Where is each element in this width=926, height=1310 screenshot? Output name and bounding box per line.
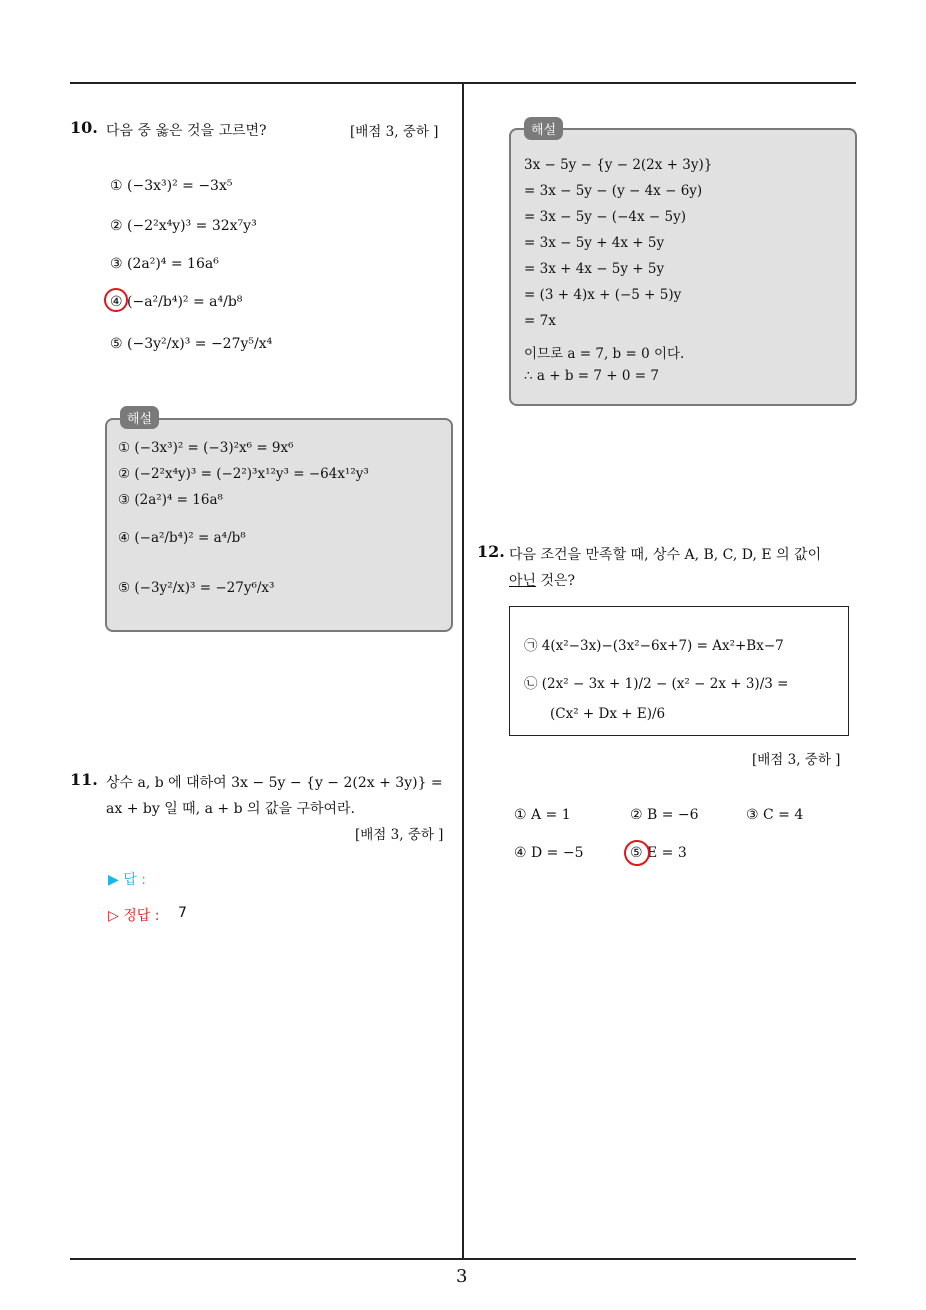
q10-meta: [배점 3, 중하 ] bbox=[350, 124, 439, 140]
q10-solution-line-4: ④ (−a²/b⁴)² = a⁴/b⁸ bbox=[118, 530, 246, 546]
q12-number: 12. bbox=[477, 542, 505, 561]
q11-solution-line-6: = (3 + 4)x + (−5 + 5)y bbox=[524, 287, 682, 303]
q11-number: 11. bbox=[70, 770, 98, 789]
q11-solution-line-5: = 3x + 4x − 5y + 5y bbox=[524, 261, 665, 277]
q11-correct-value: 7 bbox=[178, 905, 187, 921]
q12-option-5[interactable]: ⑤ E = 3 bbox=[630, 845, 687, 861]
q12-condition-3: (Cx² + Dx + E)/6 bbox=[550, 706, 666, 722]
q11-solution-line-8: 이므로 a = 7, b = 0 이다. bbox=[524, 346, 685, 362]
q10-option-3[interactable]: ③ (2a²)⁴ = 16a⁶ bbox=[110, 256, 219, 272]
q10-solution-tag: 해설 bbox=[120, 406, 159, 429]
q10-solution-line-5: ⑤ (−3y²/x)³ = −27y⁶/x³ bbox=[118, 580, 275, 596]
q12-text-line-1: 다음 조건을 만족할 때, 상수 A, B, C, D, E 의 값이 bbox=[509, 547, 822, 563]
q11-solution-line-7: = 7x bbox=[524, 313, 556, 329]
q10-option-4[interactable]: ④ (−a²/b⁴)² = a⁴/b⁸ bbox=[110, 294, 243, 310]
q12-marked-circle bbox=[624, 840, 650, 866]
q10-option-1[interactable]: ① (−3x³)² = −3x⁵ bbox=[110, 178, 233, 194]
q10-option-2[interactable]: ② (−2²x⁴y)³ = 32x⁷y³ bbox=[110, 218, 257, 234]
column-divider bbox=[462, 82, 464, 1258]
q11-solution-line-4: = 3x − 5y + 4x + 5y bbox=[524, 235, 665, 251]
q12-condition-1: ㉠ 4(x²−3x)−(3x²−6x+7) = Ax²+Bx−7 bbox=[524, 638, 784, 654]
q12-meta: [배점 3, 중하 ] bbox=[752, 752, 841, 768]
q10-option-5[interactable]: ⑤ (−3y²/x)³ = −27y⁵/x⁴ bbox=[110, 336, 273, 352]
q11-text-line-1: 상수 a, b 에 대하여 3x − 5y − {y − 2(2x + 3y)} = bbox=[106, 775, 443, 791]
q11-solution-line-2: = 3x − 5y − (y − 4x − 6y) bbox=[524, 183, 703, 199]
q12-not-underlined: 아닌 bbox=[509, 573, 537, 589]
q10-solution-line-3: ③ (2a²)⁴ = 16a⁸ bbox=[118, 492, 223, 508]
q12-condition-2: ㉡ (2x² − 3x + 1)/2 − (x² − 2x + 3)/3 = bbox=[524, 676, 789, 692]
q12-option-2[interactable]: ② B = −6 bbox=[630, 807, 699, 823]
q12-option-1[interactable]: ① A = 1 bbox=[514, 807, 571, 823]
q11-solution-line-1: 3x − 5y − {y − 2(2x + 3y)} bbox=[524, 157, 713, 173]
q11-solution-line-3: = 3x − 5y − (−4x − 5y) bbox=[524, 209, 686, 225]
q11-answer-label[interactable]: ▶ 답 : bbox=[108, 872, 146, 888]
q12-option-4[interactable]: ④ D = −5 bbox=[514, 845, 584, 861]
q12-option-3[interactable]: ③ C = 4 bbox=[746, 807, 804, 823]
bottom-rule bbox=[70, 1258, 856, 1260]
q11-correct-label: ▷ 정답 : bbox=[108, 908, 160, 924]
q11-solution-tag: 해설 bbox=[524, 117, 563, 140]
page-number: 3 bbox=[456, 1266, 468, 1287]
q11-solution-line-9: ∴ a + b = 7 + 0 = 7 bbox=[524, 368, 659, 384]
q12-text-line-2-rest: 것은? bbox=[536, 573, 576, 589]
q11-text-line-2: ax + by 일 때, a + b 의 값을 구하여라. bbox=[106, 801, 356, 817]
q10-text: 다음 중 옳은 것을 고르면? bbox=[106, 123, 267, 139]
q11-meta: [배점 3, 중하 ] bbox=[355, 827, 444, 843]
q10-solution-line-2: ② (−2²x⁴y)³ = (−2²)³x¹²y³ = −64x¹²y³ bbox=[118, 466, 369, 482]
q10-marked-circle bbox=[104, 288, 128, 312]
q10-solution-line-1: ① (−3x³)² = (−3)²x⁶ = 9x⁶ bbox=[118, 440, 294, 456]
q12-text-line-2 bbox=[509, 570, 575, 590]
q10-number: 10. bbox=[70, 118, 98, 137]
